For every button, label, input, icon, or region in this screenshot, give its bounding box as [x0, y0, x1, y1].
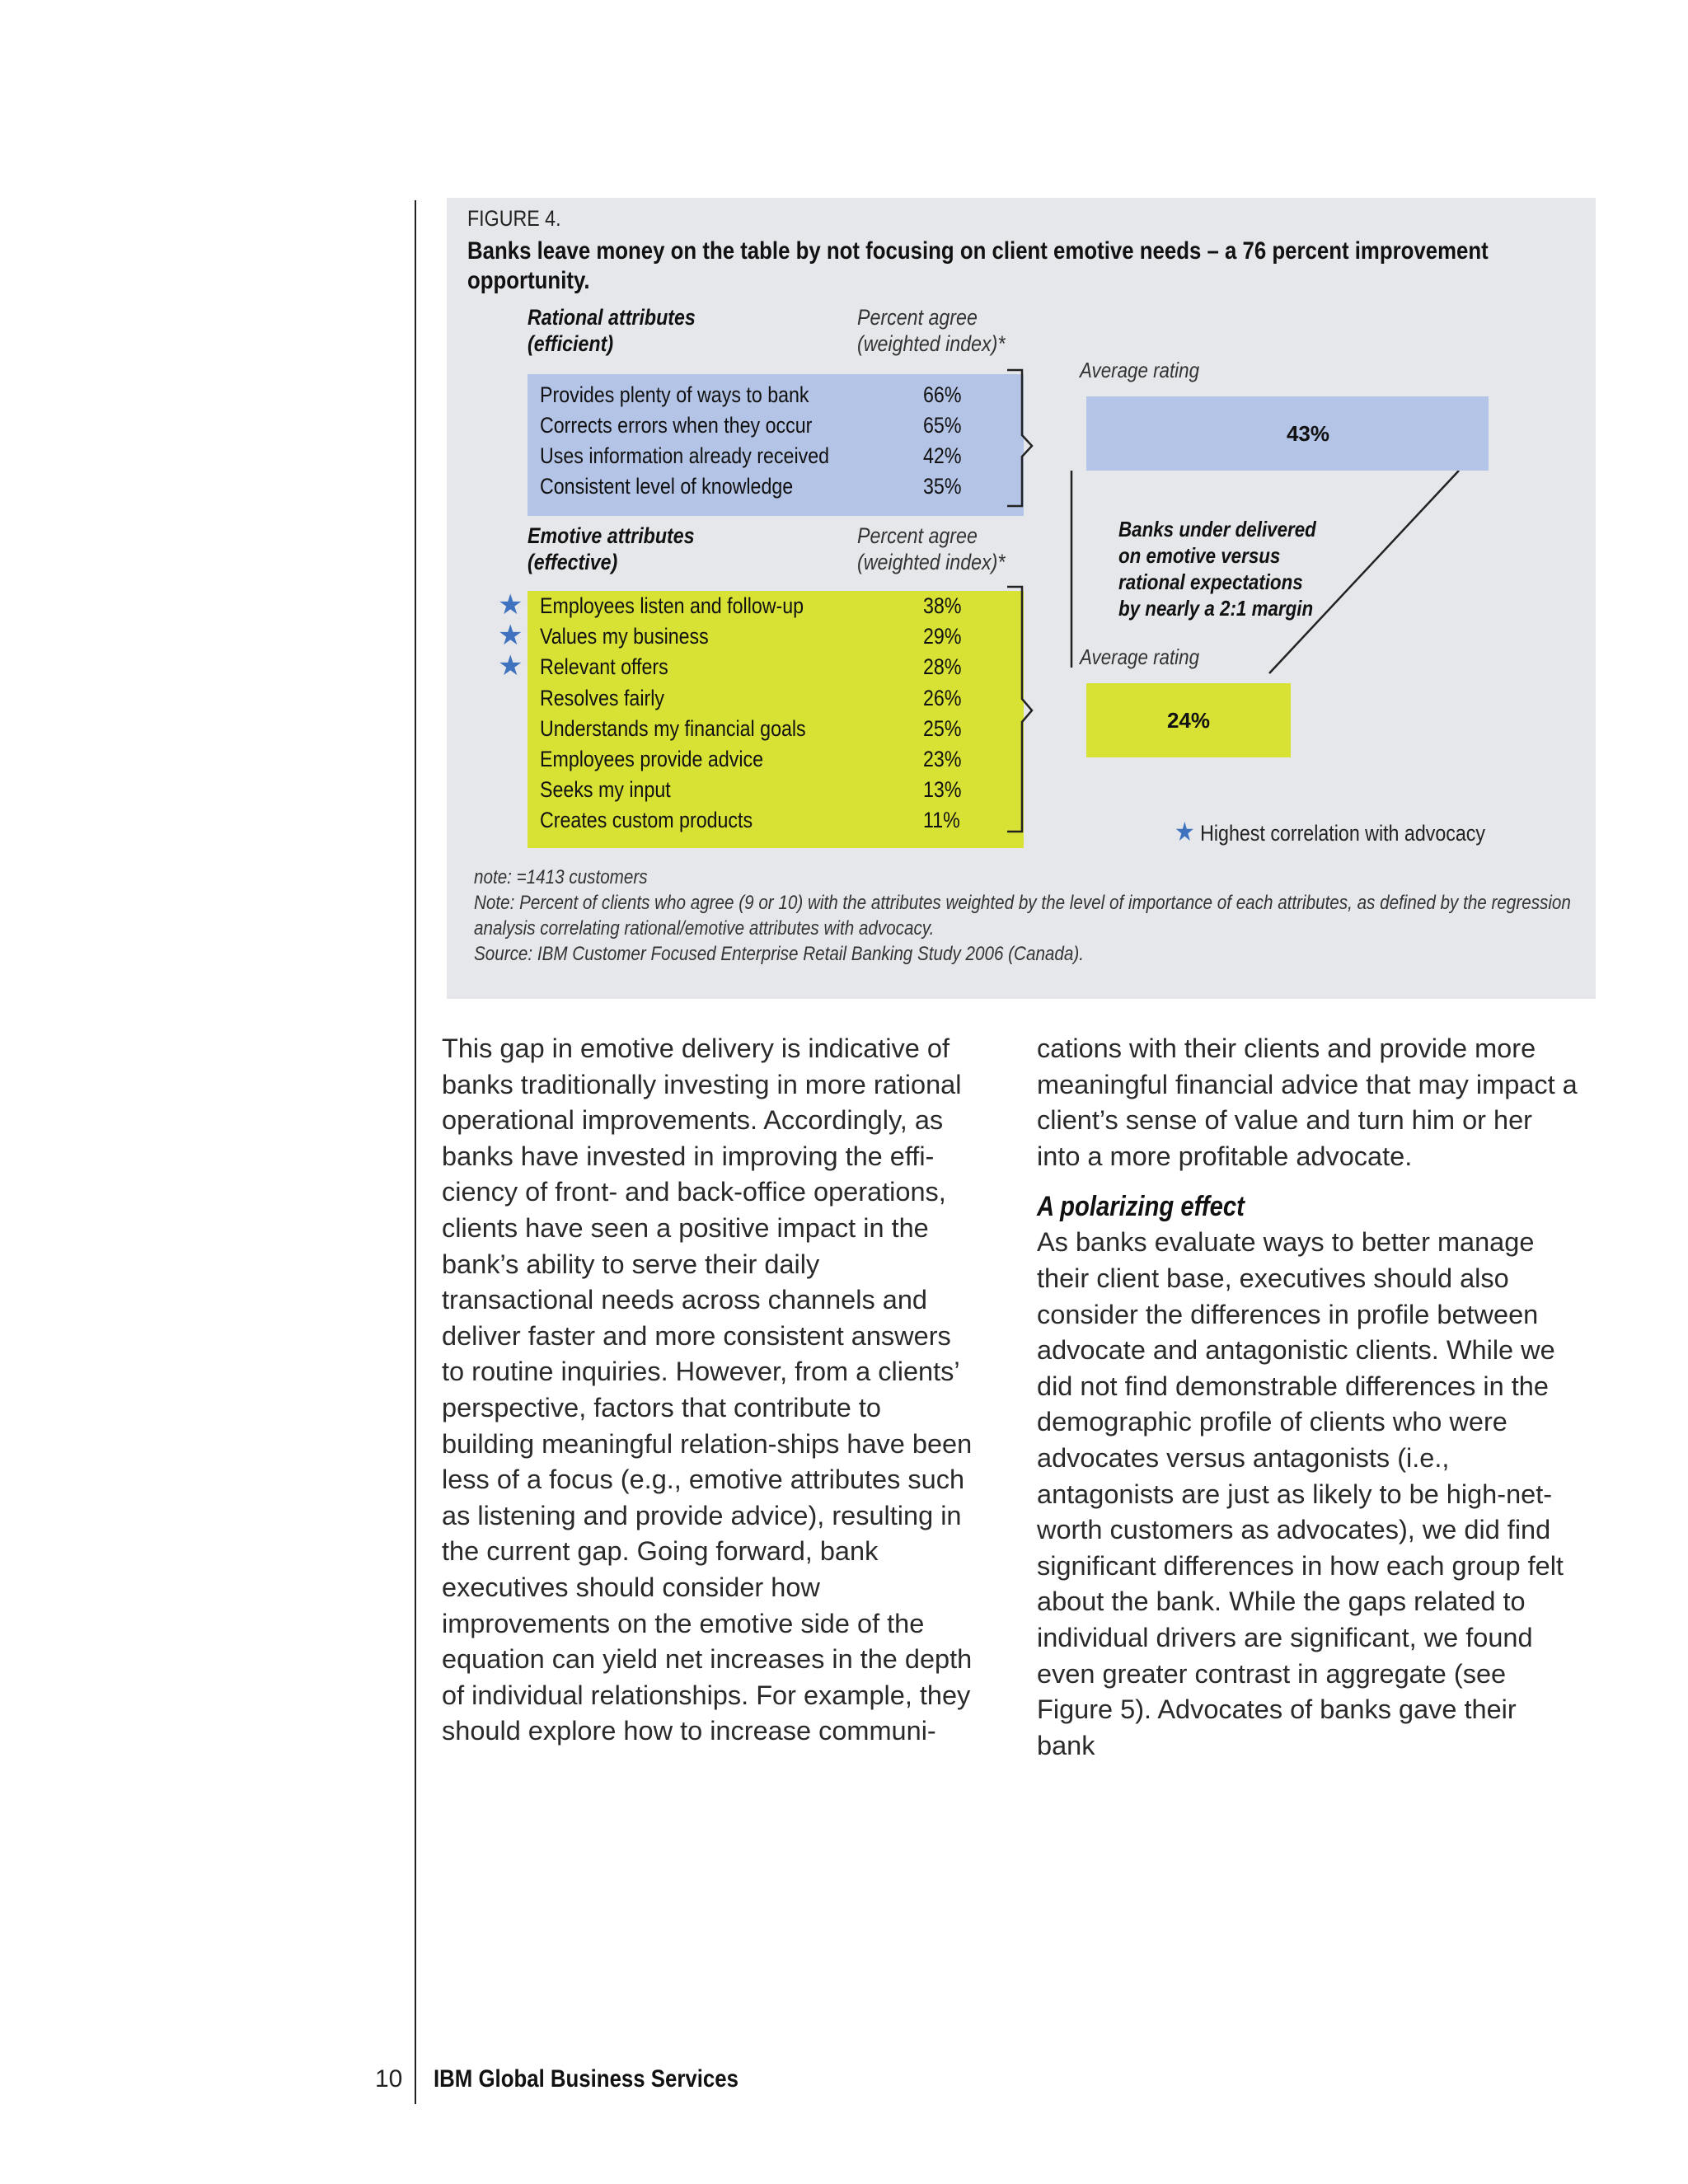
rational-row-value: 42% [923, 443, 962, 468]
callout-line: Banks under delivered [1118, 517, 1316, 541]
emotive-row-value: 23% [923, 747, 962, 771]
rational-row-label: Uses information already received [540, 443, 830, 468]
emotive-heading-line1: Emotive attributes [528, 523, 695, 548]
rational-pct-heading-line2: (weighted index)* [857, 331, 1006, 356]
rational-row-label: Consistent level of knowledge [540, 474, 794, 499]
emotive-row-value: 28% [923, 654, 962, 679]
rational-heading-line2: (efficient) [528, 331, 614, 356]
callout-line: by nearly a 2:1 margin [1118, 596, 1314, 621]
emotive-row-label: Seeks my input [540, 777, 671, 802]
body-paragraph: As banks evaluate ways to better manage their client base, executives should also consider the differences in profile between advocate and antagonistic clients. While we did not find demonstrable differences in the demographic profile of clients who were advocates versus antagonists (i.e., antagonists are just as likely to be high-net-worth customers as advocates), we did find significant differences in how each group felt about the bank. While the gaps related to individual drivers are significant, we found even greater contrast in aggregate (see Figure 5). Advocates of banks gave their bank [1037, 1227, 1564, 1760]
emotive-row-label: Creates custom products [540, 808, 753, 832]
rational-row-label: Provides plenty of ways to bank [540, 382, 809, 407]
callout-line: on emotive versus [1118, 543, 1281, 568]
emotive-row-label: Understands my financial goals [540, 716, 806, 741]
rational-pct-heading-line1: Percent agree [857, 305, 978, 330]
avg-emotive-bar [1086, 683, 1291, 757]
emotive-row-label: Resolves fairly [540, 686, 664, 710]
rational-heading-line1: Rational attributes [528, 305, 696, 330]
rational-row-value: 65% [923, 413, 962, 438]
avg-rating-label-rational: Average rating [1080, 358, 1200, 382]
emotive-heading-line2: (effective) [528, 550, 618, 574]
emotive-row-label: Employees listen and follow-up [540, 593, 804, 618]
avg-emotive-value: 24% [1166, 708, 1211, 733]
callout-text [1118, 516, 1316, 621]
callout-line: rational expectations [1118, 569, 1303, 594]
star-icon: ★ [498, 620, 523, 651]
emotive-row-value: 29% [923, 624, 962, 649]
emotive-row-value: 13% [923, 777, 962, 802]
figure-note: Note: Percent of clients who agree (9 or 10) with the attributes weighted by the level of importance of each attributes, as defined by the regression [474, 892, 1571, 914]
page-number: 10 [375, 2065, 403, 2093]
emotive-row-label: Employees provide advice [540, 747, 764, 771]
footer-text: IBM Global Business Services [434, 2065, 738, 2093]
section-subheading: A polarizing effect [1037, 1191, 1245, 1223]
star-icon: ★ [1175, 817, 1195, 846]
figure-note: Source: IBM Customer Focused Enterprise Retail Banking Study 2006 (Canada). [474, 943, 1084, 965]
emotive-pct-heading-line2: (weighted index)* [857, 550, 1006, 574]
figure-title-text: Banks leave money on the table by not focusing on client emotive needs – a 76 percent improvement opportunity. [467, 237, 1489, 294]
avg-rational-value: 43% [1286, 421, 1330, 446]
avg-rational-bar [1086, 396, 1489, 471]
legend-text: Highest correlation with advocacy [1200, 821, 1486, 846]
rational-row-label: Corrects errors when they occur [540, 413, 813, 438]
avg-rating-label-emotive: Average rating [1080, 644, 1200, 669]
rational-row-value: 35% [923, 474, 962, 499]
star-icon: ★ [498, 650, 523, 682]
emotive-row-value: 26% [923, 686, 962, 710]
body-right-column [1037, 1031, 1581, 1764]
emotive-row-value: 38% [923, 593, 962, 618]
emotive-row-label: Relevant offers [540, 654, 668, 679]
figure-note: analysis correlating rational/emotive attributes with advocacy. [474, 917, 935, 940]
emotive-row-label: Values my business [540, 624, 709, 649]
figure-note: note: =1413 customers [474, 866, 648, 888]
emotive-pct-heading-line1: Percent agree [857, 523, 978, 548]
emotive-row-value: 11% [923, 808, 960, 832]
legend [1175, 816, 1485, 847]
body-left-column [442, 1031, 976, 1750]
figure-label: FIGURE 4. [467, 206, 561, 231]
rational-row-value: 66% [923, 382, 962, 407]
body-paragraph: This gap in emotive delivery is indicative of banks traditionally investing in more rational operational improvements. Accordingly, as banks have invested in improving the effi-ciency of front- and back-office operations, clients have seen a positive impact in the bank’s ability to serve their daily transactional needs across channels and deliver faster and more consistent answers to routine inquiries. However, from a clients’ perspective, factors that contribute to building meaningful relation-ships have been less of a focus (e.g., emotive attributes such as listening and provide advice), resulting in the current gap. Going forward, bank executives should consider how improvements on the emotive side of the equation can yield net increases in the depth of individual relationships. For example, they should explore how to increase communi- [442, 1033, 973, 1746]
body-paragraph: cations with their clients and provide more meaningful financial advice that may impact a client’s sense of value and turn him or her into a more profitable advocate. [1037, 1033, 1578, 1171]
emotive-row-value: 25% [923, 716, 962, 741]
star-icon: ★ [498, 589, 523, 621]
